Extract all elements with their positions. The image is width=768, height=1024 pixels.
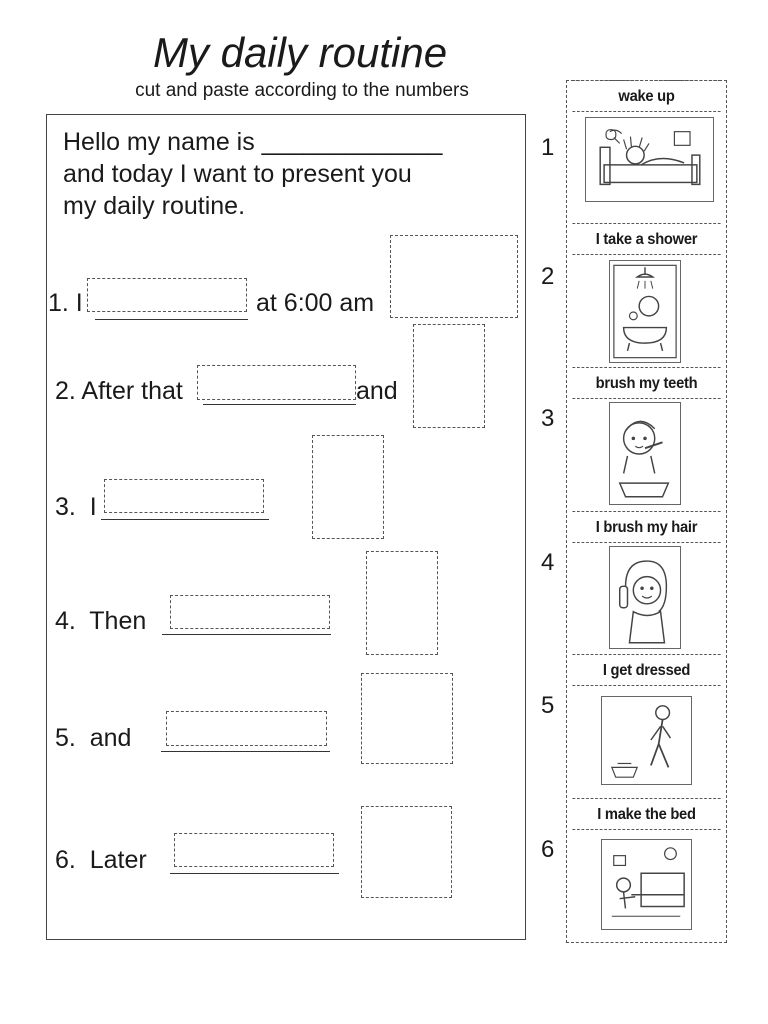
answer-line-6 — [170, 872, 339, 874]
answer-line-3 — [101, 518, 269, 520]
answer-line-4 — [162, 633, 331, 635]
sentence-5-prefix: 5. and — [55, 724, 132, 752]
card-label-4[interactable]: I brush my hair — [572, 511, 720, 543]
paste-slot-4[interactable] — [170, 595, 330, 629]
picture-slot-1[interactable] — [390, 235, 518, 318]
picture-slot-5[interactable] — [361, 673, 453, 764]
paste-slot-5[interactable] — [166, 711, 327, 746]
card-label-2[interactable]: I take a shower — [572, 223, 720, 255]
sentence-1-prefix: 1. I — [48, 289, 83, 317]
paste-slot-1[interactable] — [87, 278, 247, 312]
picture-slot-3[interactable] — [312, 435, 384, 539]
page-subtitle: cut and paste according to the numbers — [135, 80, 469, 101]
paste-slot-2[interactable] — [197, 365, 356, 400]
answer-line-1 — [95, 318, 248, 320]
sentence-1-suffix: at 6:00 am — [256, 289, 375, 317]
sentence-3-prefix: 3. I — [55, 493, 97, 521]
sentence-4-prefix: 4. Then — [55, 607, 147, 635]
card-label-5[interactable]: I get dressed — [572, 654, 720, 686]
answer-line-5 — [161, 750, 330, 752]
intro-line-2: and today I want to present you — [63, 160, 412, 188]
card-number-5: 5 — [541, 692, 555, 719]
sentence-2-prefix: 2. After that — [55, 377, 183, 405]
paste-slot-3[interactable] — [104, 479, 264, 513]
brushing-teeth-icon[interactable] — [609, 402, 681, 505]
intro-text — [63, 126, 513, 222]
card-label-3[interactable]: brush my teeth — [572, 367, 720, 399]
waking-up-icon[interactable] — [585, 117, 714, 202]
card-label-6[interactable]: I make the bed — [572, 798, 720, 830]
sentence-2-suffix: and — [356, 377, 398, 405]
card-number-1: 1 — [541, 134, 555, 161]
picture-slot-4[interactable] — [366, 551, 438, 655]
getting-dressed-icon[interactable] — [601, 696, 692, 785]
making-bed-icon[interactable] — [601, 839, 692, 930]
picture-slot-2[interactable] — [413, 324, 485, 428]
page-title: My daily routine — [152, 29, 448, 76]
intro-line-1: Hello my name is _____________ — [63, 128, 443, 156]
picture-slot-6[interactable] — [361, 806, 452, 898]
card-number-2: 2 — [541, 263, 555, 290]
shower-icon[interactable] — [609, 260, 681, 363]
card-number-4: 4 — [541, 549, 555, 576]
answer-line-2 — [203, 403, 356, 405]
card-number-3: 3 — [541, 405, 555, 432]
sentence-6-prefix: 6. Later — [55, 846, 147, 874]
paste-slot-6[interactable] — [174, 833, 334, 867]
brushing-hair-icon[interactable] — [609, 546, 681, 649]
card-label-1[interactable]: wake up — [572, 80, 720, 112]
intro-line-3: my daily routine. — [63, 192, 246, 220]
card-number-6: 6 — [541, 836, 555, 863]
